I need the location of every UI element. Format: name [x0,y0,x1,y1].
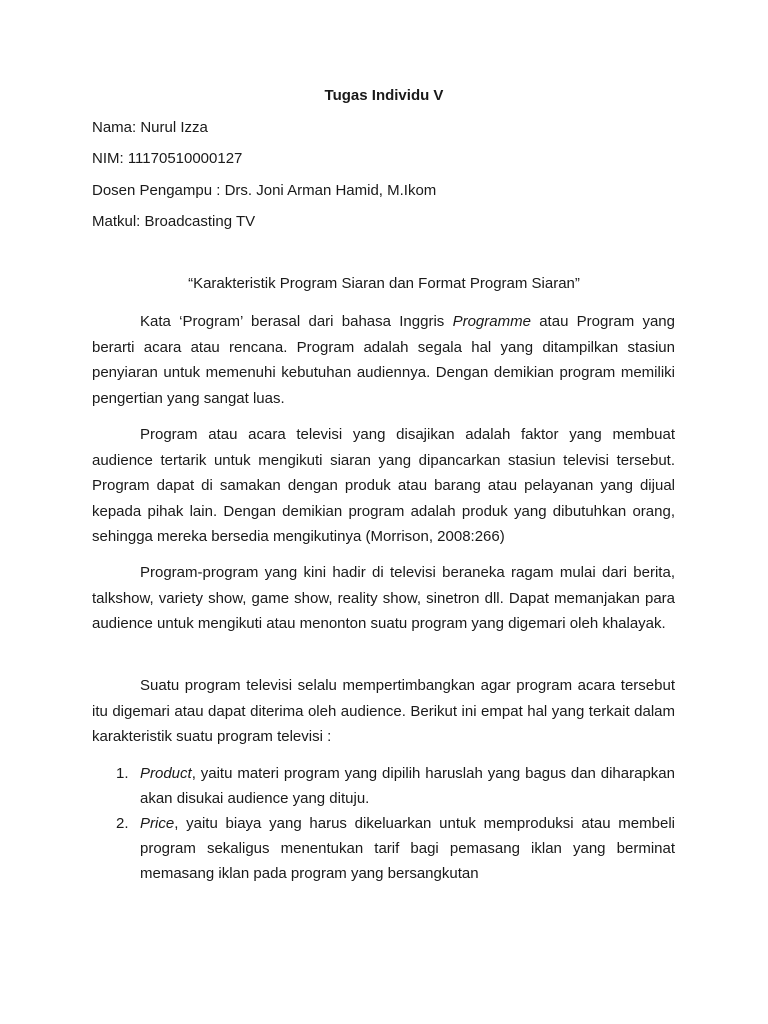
list-item-term: Price [140,815,175,832]
student-nim: NIM: 11170510000127 [92,150,243,167]
paragraph-4: Suatu program televisi selalu mempertimbangkan agar program acara tersebut itu digemari atau dapat diterima oleh audience. Berikut ini empat hal yang terkait dalam karakteristik suatu program televisi : [92,677,675,745]
list-item-description: , yaitu biaya yang harus dikeluarkan untuk memproduksi atau membeli program sekaligus menentukan tarif bagi pemasang iklan yang berminat memasang iklan pada program yang bersangkutan [140,815,675,882]
paragraph-2: Program atau acara televisi yang disajikan adalah faktor yang membuat audience tertarik untuk mengikuti siaran yang dipancarkan stasiun televisi tersebut. Program dapat di samakan dengan produk atau barang atau pelayanan yang dijual kepada pihak lain. Dengan demikian program adalah produk yang dibutuhkan orang, sehingga mereka bersedia mengikutinya (Morrison, 2008:266) [92,426,675,545]
paragraph-1-part-b: atau Program yang berarti acara atau rencana. Program adalah segala hal yang ditampilkan stasiun penyiaran untuk memenuhi kebutuhan audiennya. Dengan demikian program memiliki pengertian yang sangat luas. [92,313,675,407]
paragraph-1 [92,309,675,411]
list-item-description: , yaitu materi program yang dipilih haruslah yang bagus dan diharapkan akan disukai audience yang dituju. [140,765,675,807]
list-item-number: 1. [116,765,129,782]
document-title: Tugas Individu V [324,87,444,104]
lecturer-name: Dosen Pengampu : Drs. Joni Arman Hamid, M.Ikom [92,182,437,199]
list-item-text [140,811,675,886]
list-item-term: Product [140,765,192,782]
paragraph-1-part-a: Kata ‘Program’ berasal dari bahasa Inggris [140,313,453,330]
paragraph-3: Program-program yang kini hadir di televisi beraneka ragam mulai dari berita, talkshow, variety show, game show, reality show, sinetron dll. Dapat memanjakan para audience untuk mengikuti atau menonton suatu program yang digemari oleh khalayak. [92,564,675,632]
list-item-number: 2. [116,815,129,832]
list-item [92,761,675,811]
student-name: Nama: Nurul Izza [92,119,208,136]
essay-subtitle: “Karakteristik Program Siaran dan Format Program Siaran” [188,275,580,292]
list-item [92,811,675,886]
paragraph-1-italic-term: Programme [452,313,531,330]
list-item-text [140,761,675,811]
course-name: Matkul: Broadcasting TV [92,213,256,230]
